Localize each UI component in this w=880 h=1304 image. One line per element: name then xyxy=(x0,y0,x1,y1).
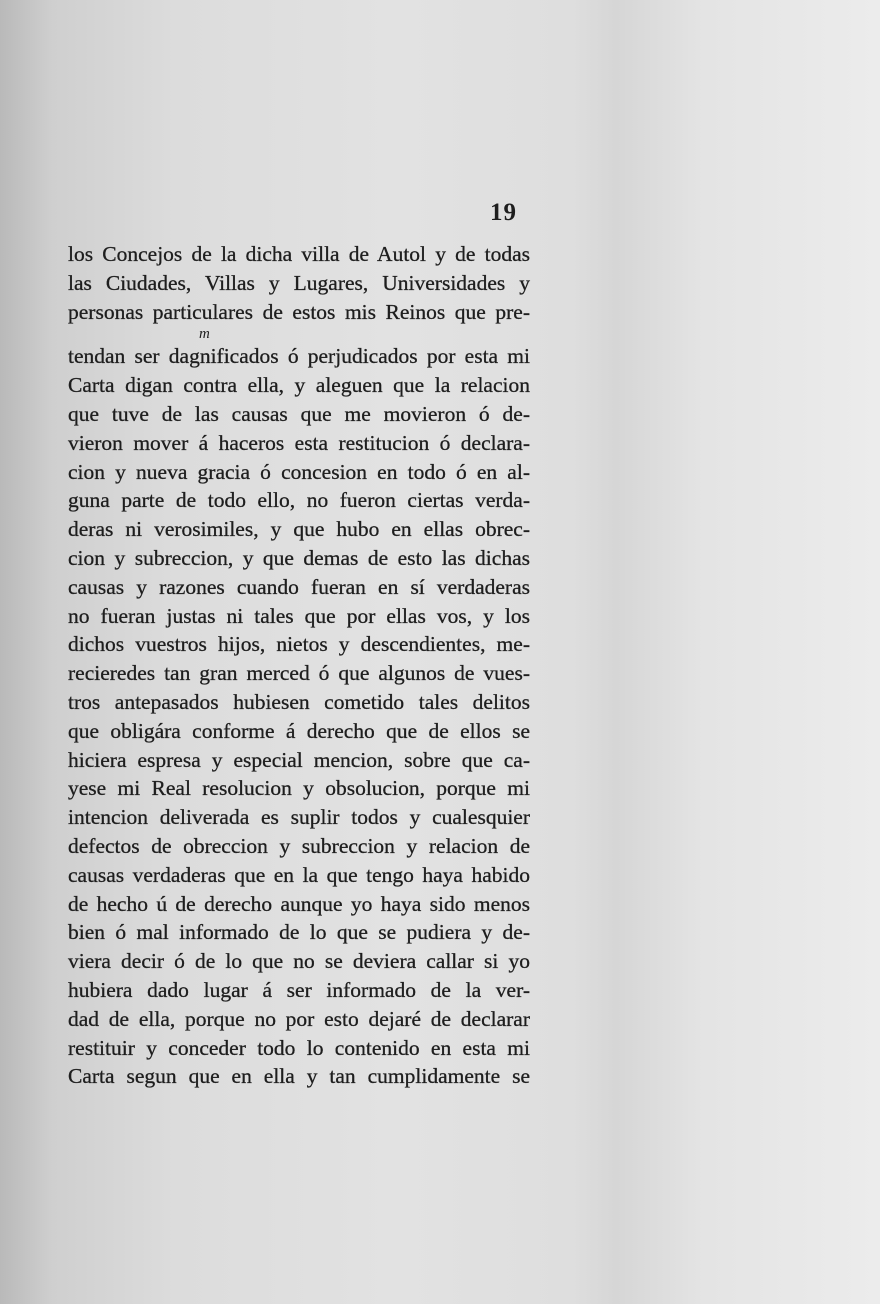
text-line: bien ó mal informado de lo que se pudiera y de- xyxy=(68,920,530,945)
text-line: que obligára conforme á derecho que de ellos se xyxy=(68,718,530,743)
text-line: causas verdaderas que en la que tengo haya habido xyxy=(68,862,530,887)
text-line: restituir y conceder todo lo contenido en esta mi xyxy=(68,1035,530,1060)
text-line: hiciera espresa y especial mencion, sobre que ca- xyxy=(68,747,530,772)
page-number: 19 xyxy=(490,199,517,226)
text-line: intencion deliverada es suplir todos y cualesquier xyxy=(68,805,530,830)
text-line: cion y nueva gracia ó concesion en todo ó en al- xyxy=(68,459,530,484)
text-line: yese mi Real resolucion y obsolucion, porque mi xyxy=(68,776,530,801)
text-line: de hecho ú de derecho aunque yo haya sido menos xyxy=(68,891,530,916)
body-text xyxy=(68,240,530,1091)
text-line: hubiera dado lugar á ser informado de la ver- xyxy=(68,977,530,1002)
text-line: guna parte de todo ello, no fueron ciertas verda- xyxy=(68,488,530,513)
text-line: personas particulares de estos mis Reinos que pre- xyxy=(68,299,530,324)
text-line: defectos de obreccion y subreccion y relacion de xyxy=(68,833,530,858)
text-line: los Concejos de la dicha villa de Autol y de todas xyxy=(68,242,530,266)
correction-row xyxy=(68,326,530,342)
text-line: Carta digan contra ella, y aleguen que la relacion xyxy=(68,373,530,398)
text-line: tros antepasados hubiesen cometido tales delitos xyxy=(68,689,530,714)
text-line: deras ni verosimiles, y que hubo en ellas obrec- xyxy=(68,517,530,542)
text-line: viera decir ó de lo que no se deviera callar si yo xyxy=(68,949,530,974)
interlinear-correction: m xyxy=(199,326,210,343)
text-line: recieredes tan gran merced ó que algunos de vues- xyxy=(68,661,530,686)
text-line: dichos vuestros hijos, nietos y descendientes, me- xyxy=(68,632,530,657)
text-line: cion y subreccion, y que demas de esto las dichas xyxy=(68,545,530,570)
text-line: dad de ella, porque no por esto dejaré de declarar xyxy=(68,1006,530,1031)
text-line: que tuve de las causas que me movieron ó de- xyxy=(68,401,530,426)
text-line: no fueran justas ni tales que por ellas vos, y los xyxy=(68,603,530,628)
text-line: causas y razones cuando fueran en sí verdaderas xyxy=(68,574,530,599)
text-line: tendan ser dagnificados ó perjudicados por esta mi xyxy=(68,344,530,369)
text-line: vieron mover á haceros esta restitucion ó declara- xyxy=(68,430,530,455)
text-line: las Ciudades, Villas y Lugares, Universidades y xyxy=(68,270,530,295)
text-line: Carta segun que en ella y tan cumplidamente se xyxy=(68,1064,530,1089)
